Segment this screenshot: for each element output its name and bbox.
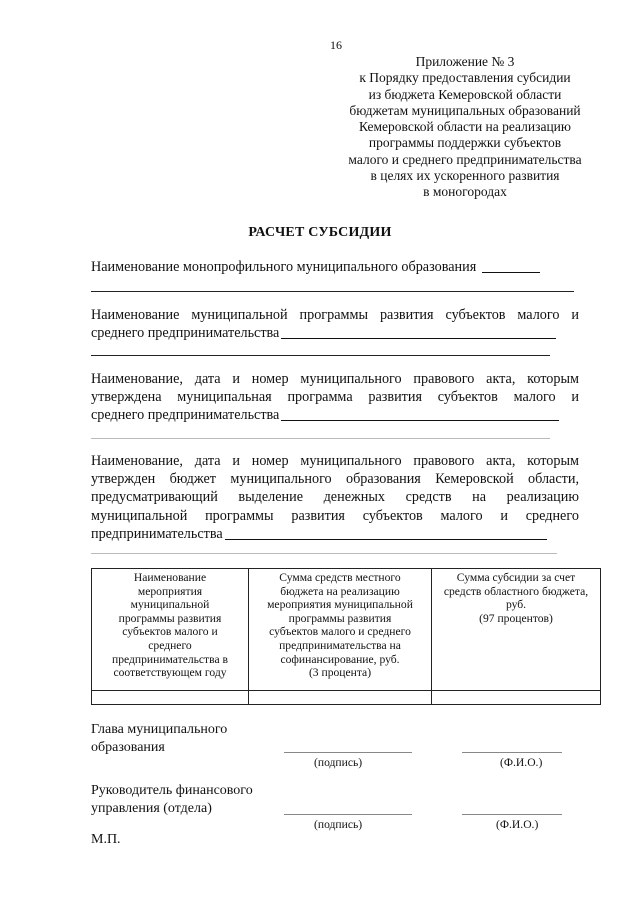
header-text-line: руб. — [505, 598, 527, 612]
appendix-line: Приложение № 3 — [415, 54, 515, 69]
header-text-line: мероприятия муниципальной — [267, 598, 413, 612]
header-text-line: субъектов малого и среднего — [269, 625, 411, 639]
program-act-word: муниципального — [300, 371, 402, 387]
program-act-field — [91, 370, 579, 425]
finance-name-line[interactable] — [462, 814, 562, 815]
program-word: малого — [517, 307, 560, 323]
budget-act-word: реализацию — [506, 489, 579, 506]
program-act-word: субъектов — [437, 389, 498, 406]
municipality-label: Наименование монопрофильного муниципального образования — [91, 259, 477, 275]
stamp-place-mark: М.П. — [91, 832, 121, 847]
program-act-label-end: среднего предпринимательства — [91, 407, 280, 424]
finance-name-caption: (Ф.И.О.) — [496, 818, 539, 831]
header-text-line: Сумма средств местного — [279, 571, 401, 584]
program-act-word: развития — [368, 389, 422, 406]
head-signature-line[interactable] — [284, 752, 412, 753]
head-name-caption: (Ф.И.О.) — [500, 756, 543, 769]
budget-act-word: Кемеровской — [435, 471, 514, 488]
budget-act-word: номер — [251, 453, 289, 469]
budget-act-word: и — [500, 507, 508, 524]
header-text-line: среднего — [148, 638, 192, 652]
budget-act-word: которым — [527, 453, 579, 469]
page-number: 16 — [330, 38, 342, 52]
budget-act-input-line[interactable] — [225, 525, 547, 540]
head-of-municipality-label — [91, 721, 227, 757]
program-word: муниципальной — [191, 307, 288, 323]
finance-signature-caption: (подпись) — [314, 818, 363, 831]
budget-act-field — [91, 452, 579, 543]
header-cell-local-budget — [249, 569, 432, 691]
table-row — [92, 691, 601, 705]
header-text-line: мероприятия — [137, 584, 203, 598]
program-word: развития — [379, 307, 434, 323]
budget-act-word: развития — [291, 507, 345, 524]
header-text-line: субъектов малого и — [122, 625, 218, 639]
appendix-line: бюджетам муниципальных образований — [349, 102, 581, 118]
program-act-word: и — [232, 371, 240, 387]
program-act-word: Наименование, — [91, 371, 183, 387]
program-label-end: среднего предпринимательства — [91, 325, 280, 342]
budget-act-continuation-line[interactable] — [91, 553, 557, 554]
budget-act-label-end: предпринимательства — [91, 525, 223, 542]
header-text-line: Сумма субсидии за счет — [456, 571, 576, 584]
document-title: РАСЧЕТ СУБСИДИИ — [248, 225, 392, 240]
header-text-line: Наименование — [133, 571, 207, 584]
budget-act-word: выделение — [238, 489, 303, 506]
budget-act-word: правового — [413, 453, 475, 469]
budget-act-word: Наименование, — [91, 453, 183, 469]
budget-act-word: дата — [194, 453, 221, 469]
program-word: и — [571, 307, 579, 323]
finance-signature-line[interactable] — [284, 814, 412, 815]
program-act-continuation-line[interactable] — [91, 438, 550, 439]
program-word: Наименование — [91, 307, 180, 323]
header-text-line: программы развития — [288, 611, 392, 625]
program-act-word: дата — [194, 371, 221, 387]
header-cell-activity — [92, 569, 249, 691]
header-text-line: предпринимательства на — [279, 638, 401, 652]
program-act-word: и — [571, 389, 579, 406]
header-text-line: софинансирование, руб. — [280, 652, 400, 666]
header-text-line: (97 процентов) — [479, 611, 553, 625]
budget-act-word: муниципальной — [91, 507, 188, 524]
header-cell-regional-subsidy — [432, 569, 601, 691]
appendix-line: из бюджета Кемеровской области — [368, 86, 562, 102]
head-signature-caption: (подпись) — [314, 756, 363, 769]
appendix-line: малого и среднего предпринимательства — [348, 151, 582, 167]
budget-act-word: денежных — [323, 489, 386, 506]
header-text-line: предпринимательства в — [112, 652, 228, 666]
budget-act-word: и — [232, 453, 240, 469]
program-act-word: малого — [513, 389, 556, 406]
program-input-line[interactable] — [281, 324, 556, 339]
budget-act-word: малого — [440, 507, 483, 524]
table-cell[interactable] — [92, 691, 249, 705]
budget-act-word: области, — [528, 471, 579, 488]
budget-act-word: среднего — [525, 507, 579, 524]
signature-label-line: Глава муниципального — [91, 722, 228, 737]
program-act-word: акта, — [486, 371, 516, 387]
header-text-line: муниципальной — [130, 598, 210, 612]
appendix-line: Кемеровской области на реализацию — [359, 119, 571, 135]
program-continuation-line[interactable] — [91, 355, 550, 356]
program-act-word: программа — [287, 389, 353, 406]
table-cell[interactable] — [249, 691, 432, 705]
program-field — [91, 306, 579, 342]
municipality-continuation-line[interactable] — [91, 291, 574, 292]
budget-act-word: бюджет — [169, 471, 217, 488]
table-cell[interactable] — [432, 691, 601, 705]
program-act-word: правового — [413, 371, 475, 387]
header-text-line: бюджета на реализацию — [280, 584, 400, 598]
budget-act-word: акта, — [486, 453, 516, 469]
municipality-field — [91, 258, 579, 276]
program-word: программы — [299, 307, 369, 323]
budget-act-word: утвержден — [91, 471, 156, 488]
program-word: субъектов — [445, 307, 506, 323]
budget-act-word: предусматривающий — [91, 489, 218, 506]
subsidy-calculation-table — [91, 568, 601, 705]
municipality-input-line[interactable] — [482, 258, 540, 273]
program-act-word: утверждена — [91, 389, 162, 406]
signature-label-line: управления (отдела) — [91, 801, 212, 816]
finance-head-label — [91, 782, 253, 818]
budget-act-word: образования — [346, 471, 421, 488]
signature-label-line: образования — [91, 740, 165, 755]
budget-act-word: на — [472, 489, 487, 506]
appendix-header — [330, 54, 600, 201]
program-act-input-line[interactable] — [281, 406, 559, 421]
budget-act-word: субъектов — [362, 507, 423, 524]
program-act-word: номер — [251, 371, 289, 387]
appendix-line: программы поддержки субъектов — [368, 135, 562, 151]
budget-act-word: средств — [405, 489, 452, 506]
appendix-line: в целях их ускоренного развития — [370, 168, 560, 184]
appendix-line: в моногородах — [423, 184, 507, 200]
header-text-line: (3 процента) — [308, 666, 372, 680]
appendix-line: к Порядку предоставления субсидии — [359, 70, 571, 86]
header-text-line: средств областного бюджета, — [443, 584, 589, 598]
header-text-line: программы развития — [118, 611, 222, 625]
program-act-word: которым — [527, 371, 579, 387]
head-name-line[interactable] — [462, 752, 562, 753]
program-act-word: муниципальная — [177, 389, 272, 406]
budget-act-word: муниципального — [230, 471, 332, 488]
header-text-line: соответствующем году — [113, 666, 227, 680]
table-header-row — [92, 569, 601, 691]
budget-act-word: муниципального — [300, 453, 402, 469]
signature-label-line: Руководитель финансового — [91, 783, 253, 798]
budget-act-word: программы — [205, 507, 274, 524]
